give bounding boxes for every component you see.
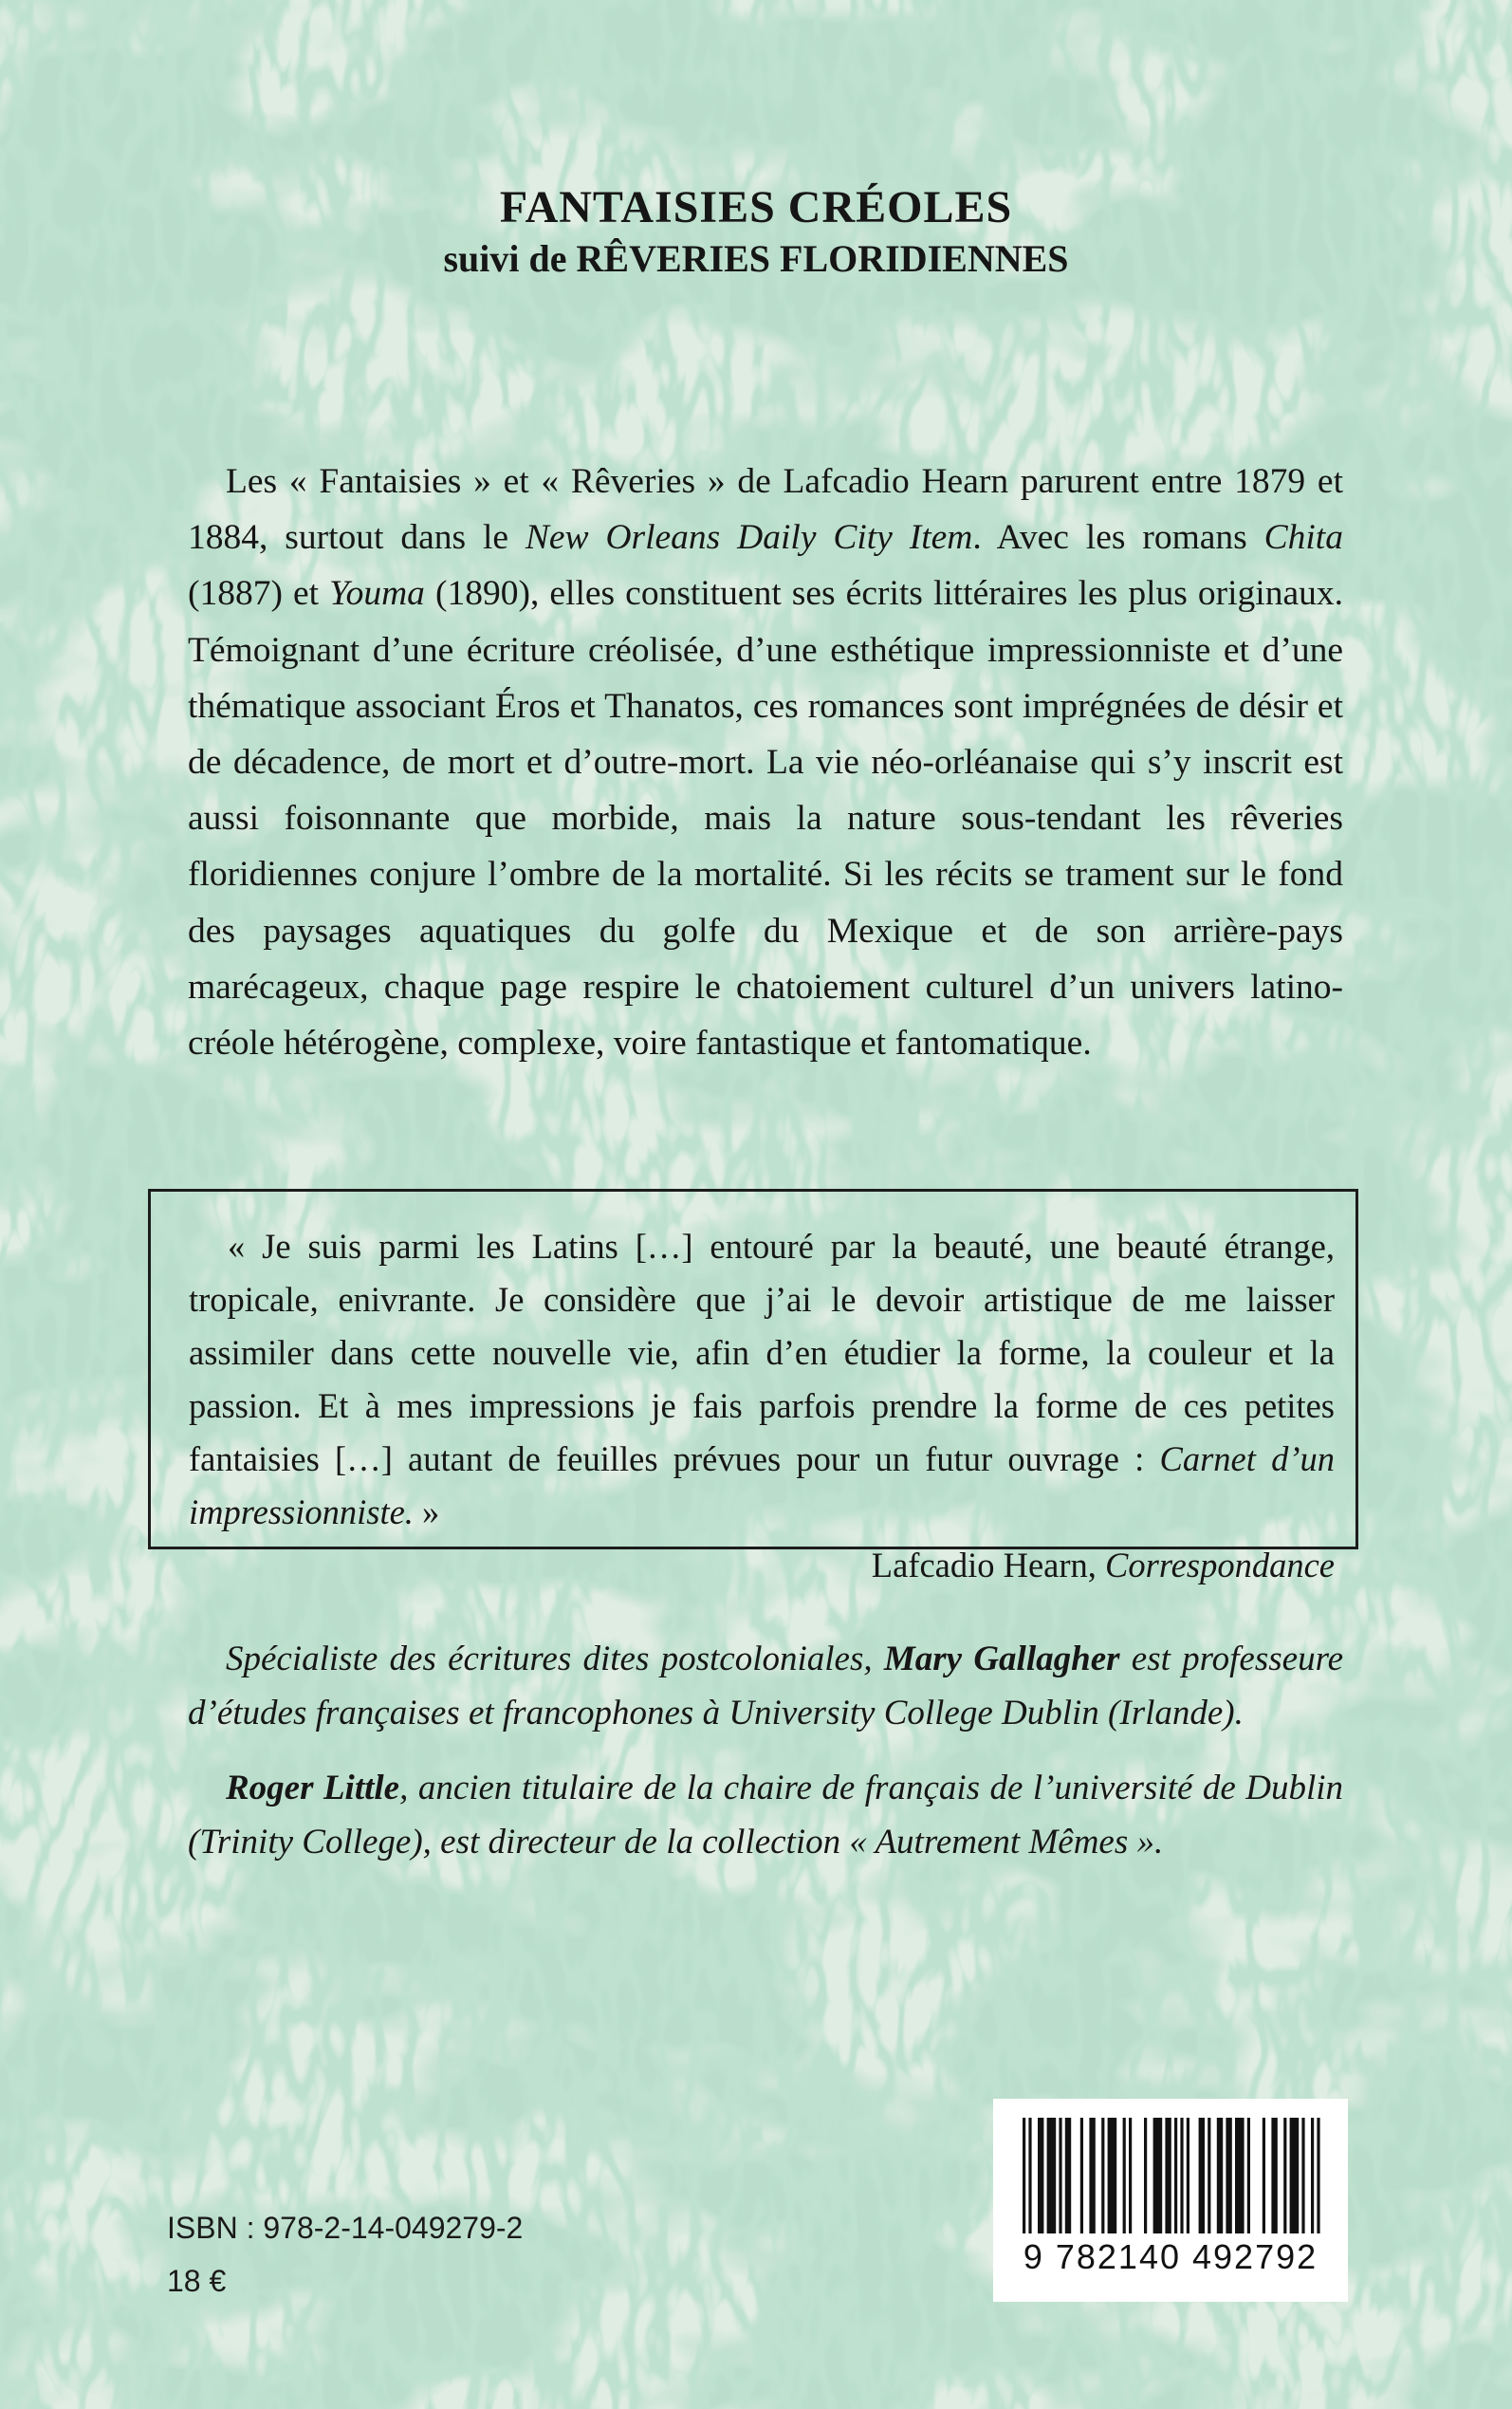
- barcode-bar-27: [1290, 2118, 1300, 2233]
- bio-mary-gallagher: [188, 1632, 1343, 1740]
- bio-roger-little: [188, 1761, 1343, 1869]
- price-label: 18 €: [167, 2264, 227, 2298]
- blurb-text-2: . Avec les romans: [972, 518, 1264, 558]
- barcode-bar-21: [1226, 2118, 1231, 2233]
- barcode-bar-2: [1038, 2118, 1043, 2233]
- barcode-bar-26: [1283, 2118, 1286, 2233]
- barcode-bar-29: [1311, 2118, 1314, 2233]
- blurb-text-4: (1890), elles constituent ses écrits littéraires les plus originaux. Témoignant d’une écriture créolisée, d’une esthétique impressionniste et d’une thématique associant Éros et Thanatos, ces romances sont imprégnées de désir et de décadence, de mort et d’outre-mort. La vie néo-orléanaise qui s’y inscrit est aussi foisonnante que morbide, mais la nature sous-tendant les rêveries floridiennes conjure l’ombre de la mortalité. Si les récits se trament sur le fond des paysages aquatiques du golfe du Mexique et de son arrière-pays marécageux, chaque page respire le chatoiement culturel d’un univers latino-créole hétérogène, complexe, voire fantastique et fantomatique.: [188, 574, 1343, 1064]
- bio2-name: Roger Little: [226, 1769, 400, 1807]
- barcode-bar-16: [1180, 2118, 1183, 2233]
- quote-attribution: [189, 1539, 1335, 1592]
- quote-text: [189, 1220, 1335, 1539]
- barcode-bar-10: [1123, 2118, 1126, 2233]
- barcode-bar-3: [1047, 2118, 1057, 2233]
- barcode-bar-24: [1263, 2118, 1265, 2233]
- barcode-bar-11: [1129, 2118, 1132, 2233]
- barcode-digits: 9 782140 492792: [1023, 2237, 1318, 2276]
- barcode-bar-14: [1165, 2118, 1171, 2233]
- book-title: FANTAISIES CRÉOLES: [499, 182, 1013, 232]
- barcode-bar-1: [1028, 2118, 1031, 2233]
- quote-author: Lafcadio Hearn,: [871, 1546, 1106, 1584]
- author-bios: [188, 1632, 1343, 1890]
- barcode-bar-9: [1108, 2118, 1117, 2233]
- title-block: [0, 180, 1512, 283]
- blurb-book-youma: Youma: [329, 574, 425, 614]
- blurb-paragraph: [188, 454, 1343, 1071]
- quote-close: »: [413, 1492, 440, 1531]
- barcode-bar-5: [1065, 2118, 1071, 2233]
- barcode-bar-13: [1153, 2118, 1163, 2233]
- barcode-bar-12: [1144, 2118, 1147, 2233]
- barcode-bar-28: [1301, 2118, 1304, 2233]
- barcode-bar-4: [1059, 2118, 1061, 2233]
- barcode-bar-0: [1023, 2118, 1025, 2233]
- barcode-bar-18: [1199, 2118, 1205, 2233]
- barcode-bar-6: [1080, 2118, 1083, 2233]
- quote-work-title: Carnet d’un impressionniste.: [189, 1439, 1335, 1531]
- bio1-pre: Spécialiste des écritures dites postcoloniales,: [226, 1640, 884, 1678]
- barcode-bars: [1017, 2118, 1324, 2237]
- barcode-bar-22: [1235, 2118, 1245, 2233]
- barcode: [993, 2099, 1348, 2302]
- barcode-bar-15: [1174, 2118, 1177, 2233]
- bio1-name: Mary Gallagher: [883, 1640, 1120, 1678]
- blurb-text-1: Les « Fantaisies » et « Rêveries » de Lafcadio Hearn parurent entre 1879 et 1884, surtout dans le: [188, 462, 1343, 558]
- quote-body: « Je suis parmi les Latins […] entouré par la beauté, une beauté étrange, tropicale, enivrante. Je considère que j’ai le devoir artistique de me laisser assimiler dans cette nouvelle vie, afin d’en étudier la forme, la couleur et la passion. Et à mes impressions je fais parfois prendre la forme de ces petites fantaisies […] autant de feuilles prévues pour un futur ouvrage :: [189, 1227, 1335, 1478]
- blurb-book-chita: Chita: [1263, 518, 1343, 558]
- bio1-post: est professeure d’études françaises et francophones à University College Dublin (Irlande).: [188, 1640, 1344, 1733]
- barcode-bar-8: [1101, 2118, 1104, 2233]
- barcode-bar-20: [1217, 2118, 1223, 2233]
- barcode-bar-30: [1317, 2118, 1319, 2233]
- barcode-bar-19: [1208, 2118, 1210, 2233]
- quote-source: Correspondance: [1105, 1546, 1335, 1584]
- barcode-bar-17: [1187, 2118, 1189, 2233]
- quote-box: [148, 1189, 1358, 1584]
- barcode-bar-23: [1247, 2118, 1250, 2233]
- blurb-text-3: (1887) et: [188, 574, 330, 614]
- bio2-post: , ancien titulaire de la chaire de français de l’université de Dublin (Trinity College), est directeur de la collection « Autrement Mêmes ».: [188, 1769, 1343, 1862]
- isbn-label: ISBN : 978-2-14-049279-2: [167, 2211, 524, 2245]
- book-subtitle: suivi de RÊVERIES FLORIDIENNES: [443, 237, 1069, 280]
- isbn-block: [167, 2201, 523, 2307]
- barcode-bar-7: [1089, 2118, 1095, 2233]
- blurb-newspaper-title: New Orleans Daily City Item: [525, 518, 973, 558]
- barcode-bar-25: [1271, 2118, 1277, 2233]
